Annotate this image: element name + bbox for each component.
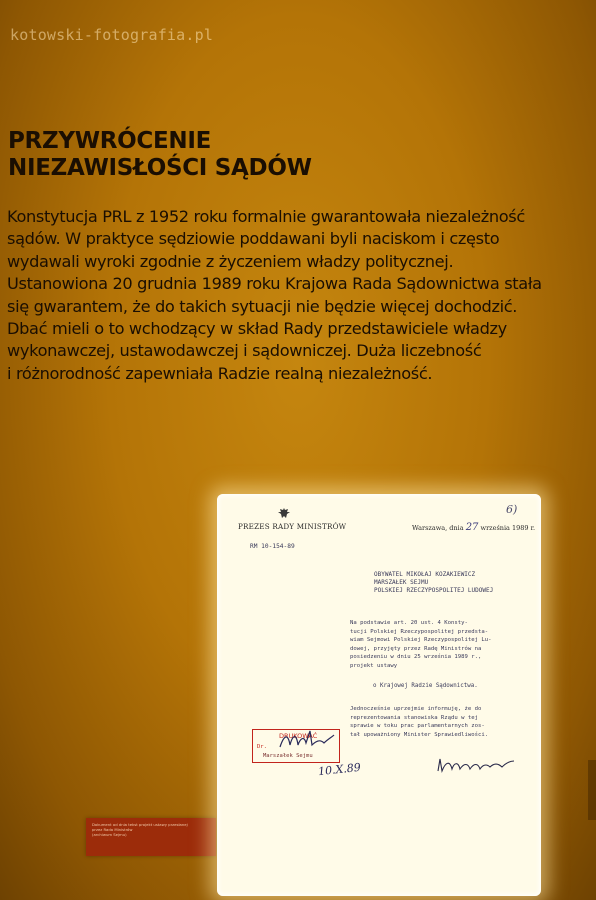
body-line: wydawali wyroki zgodnie z życzeniem władzy politycznej.	[7, 251, 454, 271]
handwritten-date: 10.X.89	[317, 760, 362, 779]
letterhead: PREZES RADY MINISTRÓW	[238, 522, 347, 531]
body-line: Ustanowiona 20 grudnia 1989 roku Krajowa Rada Sądownictwa stała	[7, 274, 542, 294]
letter-paragraph	[350, 619, 491, 671]
stamp-prefix: Dr.	[257, 744, 267, 750]
body-line: sądów. W praktyce sędziowie poddawani byli naciskom i często	[7, 229, 500, 249]
paragraph-line: dowej, przyjęty przez Radę Ministrów na	[350, 645, 482, 652]
reference-number: RM 10-154-89	[250, 543, 295, 550]
exhibit-label-card	[86, 818, 216, 856]
paragraph-line: Na podstawie art. 20 ust. 4 Konsty-	[350, 620, 468, 626]
date-day: 27	[465, 522, 479, 533]
marshal-signature	[276, 725, 336, 755]
watermark: kotowski-fotografia.pl	[10, 26, 214, 44]
paragraph-line: Jednocześnie uprzejmie informuję, że do	[350, 706, 482, 712]
stamp-title: DRUKOWAĆ	[279, 732, 318, 740]
panel-title	[8, 128, 568, 182]
body-line: Dbać mieli o to wchodzący w skład Rady przedstawiciele władzy	[7, 319, 507, 339]
letter-date	[412, 522, 535, 533]
address-line: POLSKIEJ RZECZYPOSPOLITEJ LUDOWEJ	[374, 587, 494, 594]
paragraph-line: sprawie w toku prac parlamentarnych zos-	[350, 723, 485, 730]
letter-subject: o Krajowej Radzie Sądownictwa.	[373, 683, 478, 689]
paragraph-line: tał upoważniony Minister Sprawiedliwości.	[350, 731, 489, 738]
panel-title-line: NIEZAWISŁOŚCI SĄDÓW	[8, 155, 312, 181]
label-line: (archiwum Sejmu)	[92, 832, 127, 837]
eagle-emblem-icon	[277, 507, 291, 519]
label-line: przez Rada Ministrów	[92, 827, 133, 832]
letter-paragraph	[350, 705, 488, 739]
date-prefix: Warszawa, dnia	[412, 524, 464, 532]
body-line: wykonawczej, ustawodawczej i sądowniczej. Duża liczebność	[7, 341, 482, 361]
address-line: MARSZAŁEK SEJMU	[374, 579, 429, 586]
paragraph-line: tucji Polskiej Rzeczypospolitej przedsta-	[350, 628, 489, 635]
paragraph-line: projekt ustawy	[350, 662, 398, 669]
body-line: i różnorodność zapewniała Radzie realną niezależność.	[7, 363, 433, 383]
addressee-block	[374, 571, 493, 595]
panel-body-text	[7, 206, 567, 385]
label-line: Dokument od dnia tekst projekt ustawy przesłanej	[92, 822, 188, 827]
body-line: Konstytucja PRL z 1952 roku formalnie gwarantowała niezależność	[7, 207, 525, 226]
address-line: OBYWATEL MIKOŁAJ KOZAKIEWICZ	[374, 571, 476, 578]
stamp-footer: Marszałek Sejmu	[263, 753, 313, 759]
panel-title-line: PRZYWRÓCENIE	[8, 128, 212, 154]
wall-edge-shadow	[588, 760, 596, 820]
date-suffix: września 1989 r.	[480, 524, 536, 532]
prime-minister-signature	[436, 753, 516, 775]
paragraph-line: wiam Sejmowi Polskiej Rzeczypospolitej Lu-	[350, 637, 492, 644]
margin-note: 6)	[506, 503, 518, 516]
government-letter	[226, 503, 536, 889]
paragraph-line: reprezentowania stanowiska Rządu w tej	[350, 714, 478, 721]
body-line: się gwarantem, że do takich sytuacji nie będzie więcej dochodzić.	[7, 296, 518, 316]
paragraph-line: posiedzeniu w dniu 25 września 1989 r.,	[350, 654, 482, 661]
